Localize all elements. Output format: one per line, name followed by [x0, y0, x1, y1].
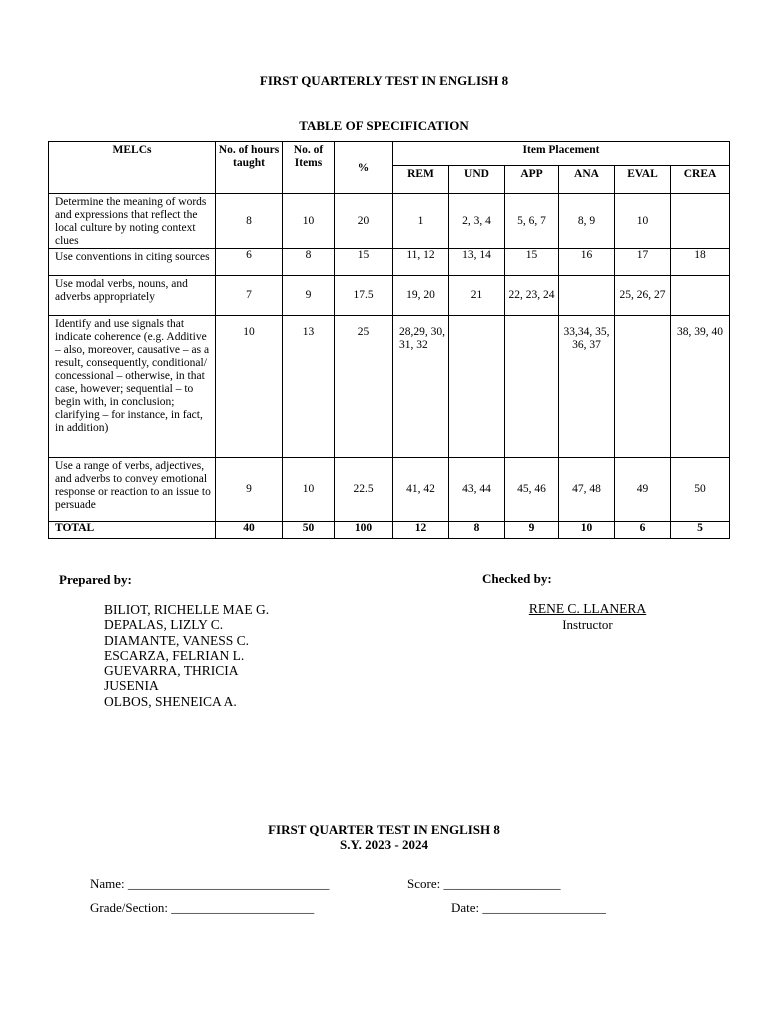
items-cell: 8 [283, 249, 335, 276]
preparer-name: DEPALAS, LIZLY C. [104, 617, 224, 633]
hours-cell: 9 [216, 458, 283, 522]
header-level: UND [449, 166, 505, 194]
percent-cell: 17.5 [335, 276, 393, 316]
level-cell [505, 316, 559, 458]
total-level: 10 [559, 522, 615, 539]
percent-cell: 15 [335, 249, 393, 276]
level-cell: 33,34, 35, 36, 37 [559, 316, 615, 458]
melc-cell: Use conventions in citing sources [49, 249, 216, 276]
percent-cell: 20 [335, 194, 393, 249]
level-cell [559, 276, 615, 316]
total-level: 8 [449, 522, 505, 539]
total-level: 5 [671, 522, 730, 539]
level-cell: 25, 26, 27 [615, 276, 671, 316]
document-title: FIRST QUARTERLY TEST IN ENGLISH 8 [259, 73, 509, 88]
level-cell: 1 [393, 194, 449, 249]
preparer-name: DIAMANTE, VANESS C. [104, 632, 250, 648]
level-cell: 15 [505, 249, 559, 276]
header-level: CREA [671, 166, 730, 194]
level-cell: 2, 3, 4 [449, 194, 505, 249]
melc-cell: Use modal verbs, nouns, and adverbs appropriately [49, 276, 216, 316]
header-items: No. of Items [283, 142, 335, 194]
level-cell: 13, 14 [449, 249, 505, 276]
preparer-name: BILIOT, RICHELLE MAE G. [104, 602, 270, 617]
level-cell: 18 [671, 249, 730, 276]
hours-cell: 10 [216, 316, 283, 458]
table-row [49, 194, 730, 249]
level-cell: 11, 12 [393, 249, 449, 276]
header-percent: % [335, 142, 393, 194]
preparer-name: OLBOS, SHENEICA A. [104, 693, 237, 709]
level-cell: 28,29, 30, 31, 32 [393, 316, 449, 458]
header-level: EVAL [615, 166, 671, 194]
melc-cell: Determine the meaning of words and expressions that reflect the local culture by noting context clues [49, 194, 216, 249]
items-cell: 10 [283, 458, 335, 522]
prepared-by-names [104, 602, 364, 709]
table-row [49, 316, 730, 458]
header-level: ANA [559, 166, 615, 194]
items-cell: 13 [283, 316, 335, 458]
total-row [49, 522, 730, 539]
level-cell: 17 [615, 249, 671, 276]
melc-cell: Identify and use signals that indicate coherence (e.g. Additive – also, moreover, causative – as a result, consequently, conditional/ concessional – otherwise, in that case, however; sequential – to begin with, in conclusion; clarifying – for instance, in fact, in addition) [49, 316, 216, 458]
total-level: 6 [615, 522, 671, 539]
level-cell: 5, 6, 7 [505, 194, 559, 249]
checked-by-label: Checked by: [482, 571, 552, 586]
level-cell: 38, 39, 40 [671, 316, 730, 458]
table-row [49, 276, 730, 316]
percent-cell: 25 [335, 316, 393, 458]
total-level: 12 [393, 522, 449, 539]
table-title: TABLE OF SPECIFICATION [299, 118, 469, 133]
total-percent: 100 [335, 522, 393, 539]
preparer-name: GUEVARRA, THRICIA [104, 663, 239, 679]
test-title: FIRST QUARTER TEST IN ENGLISH 8 [268, 822, 500, 837]
school-year: S.Y. 2023 - 2024 [339, 837, 428, 852]
percent-cell: 22.5 [335, 458, 393, 522]
prepared-by-label: Prepared by: [59, 572, 132, 587]
level-cell [615, 316, 671, 458]
hours-cell: 6 [216, 249, 283, 276]
header-item-placement: Item Placement [393, 142, 730, 166]
melc-cell: Use a range of verbs, adjectives, and adverbs to convey emotional response or reaction to an issue to persuade [49, 458, 216, 522]
header-level: APP [505, 166, 559, 194]
total-level: 9 [505, 522, 559, 539]
level-cell: 21 [449, 276, 505, 316]
level-cell [671, 276, 730, 316]
level-cell: 41, 42 [393, 458, 449, 522]
name-field[interactable]: Name: _______________________________ [90, 876, 330, 891]
level-cell [449, 316, 505, 458]
table-of-specification [48, 141, 730, 539]
table-row [49, 249, 730, 276]
header-level: REM [393, 166, 449, 194]
level-cell: 43, 44 [449, 458, 505, 522]
level-cell: 50 [671, 458, 730, 522]
total-hours: 40 [216, 522, 283, 539]
checker-role: Instructor [562, 617, 613, 632]
hours-cell: 7 [216, 276, 283, 316]
level-cell: 19, 20 [393, 276, 449, 316]
preparer-name: JUSENIA [104, 678, 159, 694]
total-label: TOTAL [49, 522, 216, 539]
header-row [49, 142, 730, 166]
header-melcs: MELCs [49, 142, 216, 194]
level-cell: 47, 48 [559, 458, 615, 522]
grade-section-field[interactable]: Grade/Section: ______________________ [90, 900, 315, 915]
items-cell: 10 [283, 194, 335, 249]
level-cell: 22, 23, 24 [505, 276, 559, 316]
level-cell: 16 [559, 249, 615, 276]
level-cell: 49 [615, 458, 671, 522]
score-field[interactable]: Score: __________________ [407, 876, 561, 891]
level-cell: 8, 9 [559, 194, 615, 249]
level-cell: 45, 46 [505, 458, 559, 522]
hours-cell: 8 [216, 194, 283, 249]
level-cell [671, 194, 730, 249]
preparer-name: ESCARZA, FELRIAN L. [104, 647, 245, 663]
level-cell: 10 [615, 194, 671, 249]
items-cell: 9 [283, 276, 335, 316]
table-row [49, 458, 730, 522]
total-items: 50 [283, 522, 335, 539]
date-field[interactable]: Date: ___________________ [451, 900, 606, 915]
header-hours: No. of hours taught [216, 142, 283, 194]
checker-name: RENE C. LLANERA [528, 601, 647, 616]
